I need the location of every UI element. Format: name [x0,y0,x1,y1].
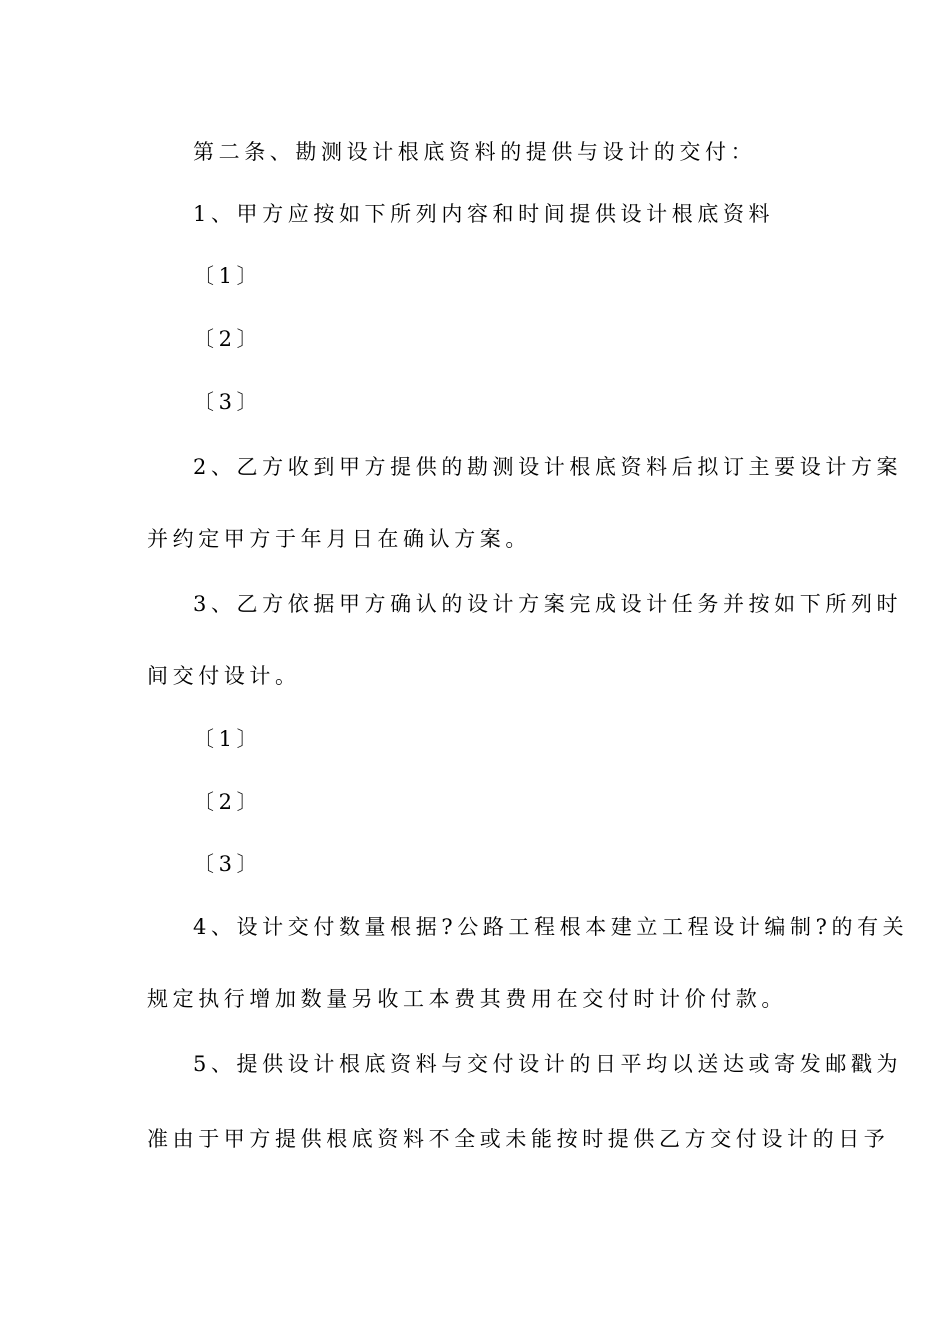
clause-3-line-2: 间交付设计。 [147,664,301,688]
clause-2-line-2: 并约定甲方于年月日在确认方案。 [147,527,531,551]
clause-3-item-2: 〔2〕 [193,790,263,814]
article-heading: 第二条、勘测设计根底资料的提供与设计的交付： [193,140,757,164]
clause-4-line-1: 4、设计交付数量根据?公路工程根本建立工程设计编制?的有关 [193,915,909,939]
clause-1-item-3: 〔3〕 [193,390,263,414]
clause-3-line-1: 3、乙方依据甲方确认的设计方案完成设计任务并按如下所列时 [193,592,903,616]
clause-1-line-1: 1、甲方应按如下所列内容和时间提供设计根底资料 [193,202,775,226]
clause-1-item-1: 〔1〕 [193,264,263,288]
clause-3-item-3: 〔3〕 [193,852,263,876]
clause-3-item-1: 〔1〕 [193,727,263,751]
clause-5-line-2: 准由于甲方提供根底资料不全或未能按时提供乙方交付设计的日予 [147,1127,890,1151]
clause-4-line-2: 规定执行增加数量另收工本费其费用在交付时计价付款。 [147,987,787,1011]
clause-2-line-1: 2、乙方收到甲方提供的勘测设计根底资料后拟订主要设计方案 [193,455,903,479]
clause-5-line-1: 5、提供设计根底资料与交付设计的日平均以送达或寄发邮戳为 [193,1052,903,1076]
clause-1-item-2: 〔2〕 [193,327,263,351]
